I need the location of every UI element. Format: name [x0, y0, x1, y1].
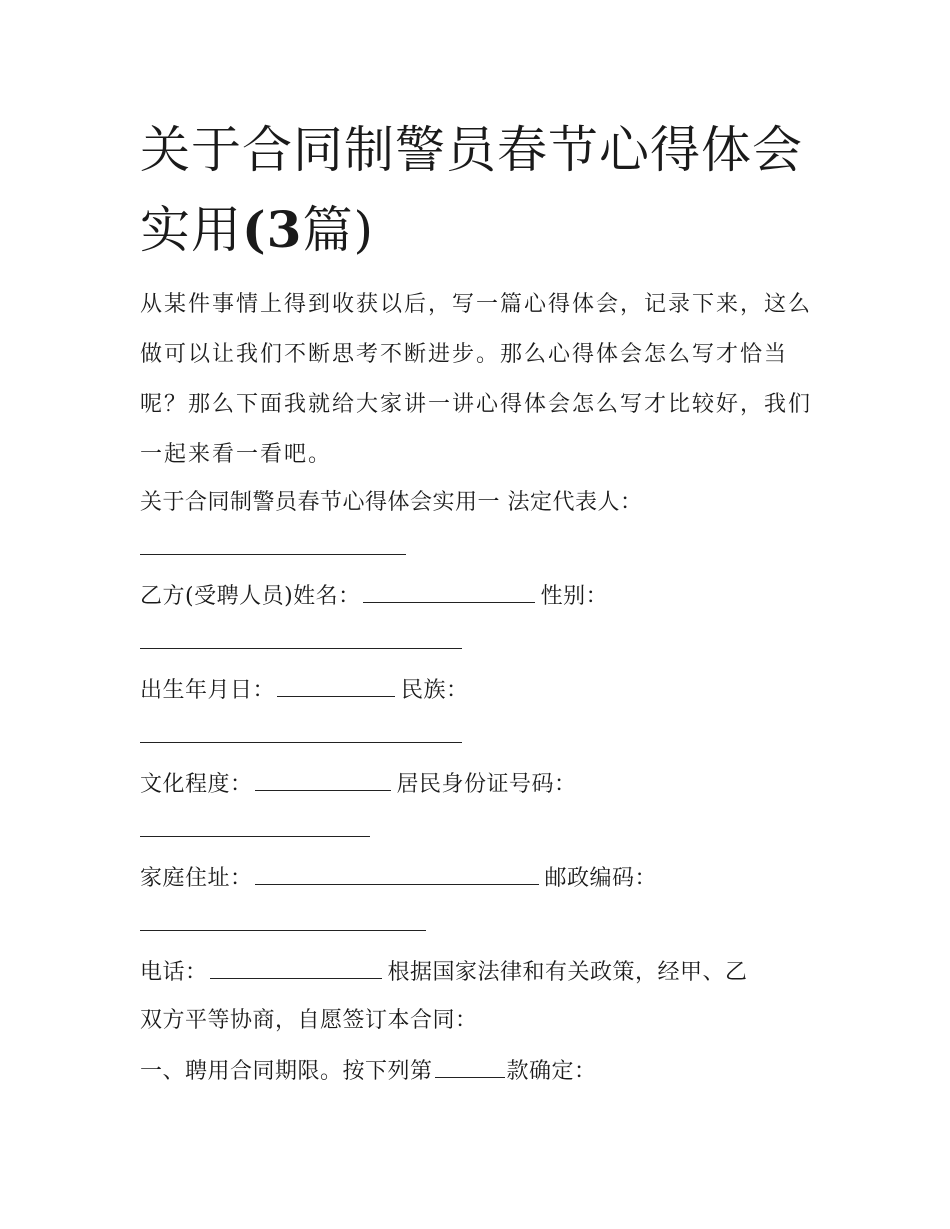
legal-rep-label: 法定代表人： — [507, 490, 643, 515]
phone-blank — [210, 952, 382, 979]
ethnicity-label: 民族： — [401, 678, 469, 703]
clause-1-prefix: 一、聘用合同期限。按下列第 — [140, 1059, 433, 1084]
party-b-name-blank — [363, 576, 535, 603]
birthdate-blank — [277, 670, 395, 697]
id-blank-line — [140, 808, 820, 854]
ethnicity-blank-line — [140, 714, 820, 760]
title-line-2-bold: (3 — [242, 200, 303, 259]
phone-line — [140, 950, 820, 996]
phone-label: 电话： — [140, 960, 208, 985]
title-line-1: 关于合同制警员春节心得体会 — [140, 121, 803, 179]
clause-1-line — [140, 1046, 820, 1098]
document-page — [140, 110, 820, 1098]
postcode-blank — [140, 904, 426, 931]
clause-1-blank — [435, 1051, 505, 1078]
party-b-name-label: 乙方(受聘人员)姓名： — [140, 584, 361, 609]
agreement-text-b: 双方平等协商，自愿签订本合同： — [140, 1008, 478, 1033]
legal-rep-blank — [140, 528, 406, 555]
education-id-line — [140, 762, 820, 808]
gender-label: 性别： — [540, 584, 609, 609]
title-line-2-suffix: 篇) — [302, 201, 374, 259]
ethnicity-blank — [140, 716, 462, 743]
legal-rep-line — [140, 480, 820, 526]
agreement-line-2 — [140, 996, 820, 1046]
legal-rep-blank-line — [140, 526, 820, 572]
gender-blank-line — [140, 620, 820, 666]
name-gender-line — [140, 574, 820, 620]
intro-paragraph: 从某件事情上得到收获以后，写一篇心得体会，记录下来，这么做可以让我们不断思考不断进步。那么心得体会怎么写才恰当呢？那么下面我就给大家讲一讲心得体会怎么写才比较好，我们一起来看一看吧。 — [140, 292, 813, 467]
section-heading: 关于合同制警员春节心得体会实用一 — [140, 490, 501, 515]
education-blank — [255, 764, 391, 791]
address-label: 家庭住址： — [140, 866, 253, 891]
address-blank — [255, 858, 539, 885]
address-postcode-line — [140, 856, 820, 902]
agreement-text-a: 根据国家法律和有关政策，经甲、乙 — [387, 960, 748, 985]
birthdate-label: 出生年月日： — [140, 678, 276, 703]
postcode-label: 邮政编码： — [544, 866, 658, 891]
education-label: 文化程度： — [140, 772, 253, 797]
gender-blank — [140, 622, 462, 649]
title-line-2-prefix: 实用 — [140, 201, 242, 259]
id-number-blank — [140, 810, 370, 837]
postcode-blank-line — [140, 902, 820, 948]
document-title — [140, 110, 820, 270]
birth-ethnicity-line — [140, 668, 820, 714]
id-number-label: 居民身份证号码： — [396, 772, 577, 797]
clause-1-suffix: 款确定： — [506, 1059, 597, 1084]
